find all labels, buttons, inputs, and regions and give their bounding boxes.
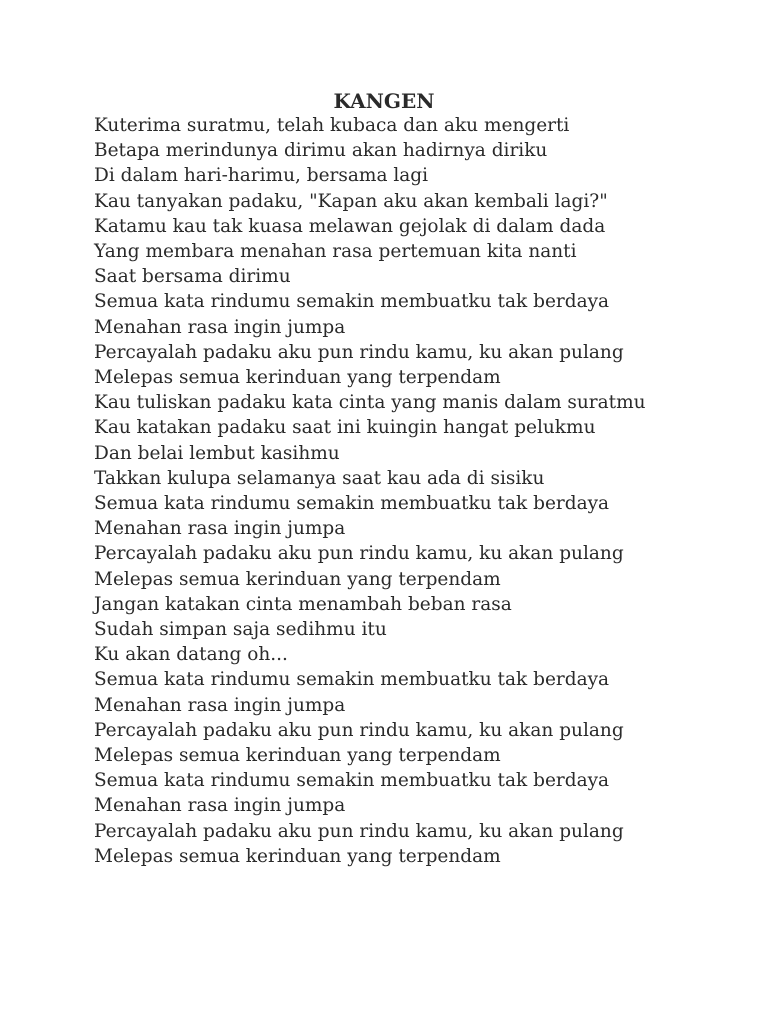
poem-line: Takkan kulupa selamanya saat kau ada di sisiku	[94, 467, 545, 489]
poem-line: Betapa merindunya dirimu akan hadirnya diriku	[94, 140, 548, 162]
poem-line: Jangan katakan cinta menambah beban rasa	[94, 593, 512, 615]
poem-line: Percayalah padaku aku pun rindu kamu, ku akan pulang	[94, 820, 624, 842]
poem-line: Kau tuliskan padaku kata cinta yang manis dalam suratmu	[94, 392, 646, 414]
poem-title: KANGEN	[333, 89, 435, 113]
poem-line: Di dalam hari-harimu, bersama lagi	[94, 165, 429, 187]
poem-line: Katamu kau tak kuasa melawan gejolak di dalam dada	[94, 215, 606, 237]
poem-line: Dan belai lembut kasihmu	[94, 442, 340, 464]
poem-line: Percayalah padaku aku pun rindu kamu, ku akan pulang	[94, 341, 624, 363]
poem-line: Menahan rasa ingin jumpa	[94, 316, 346, 338]
poem-line: Kuterima suratmu, telah kubaca dan aku mengerti	[94, 115, 570, 136]
poem-line: Melepas semua kerinduan yang terpendam	[94, 367, 501, 389]
poem-body	[94, 113, 754, 869]
poem-line: Kau tanyakan padaku, "Kapan aku akan kembali lagi?"	[94, 190, 608, 212]
poem-line: Melepas semua kerinduan yang terpendam	[94, 745, 501, 767]
poem-line: Kau katakan padaku saat ini kuingin hangat pelukmu	[94, 417, 596, 439]
poem-line: Menahan rasa ingin jumpa	[94, 795, 346, 817]
poem-line: Percayalah padaku aku pun rindu kamu, ku akan pulang	[94, 719, 624, 741]
poem-line: Semua kata rindumu semakin membuatku tak berdaya	[94, 770, 610, 792]
poem-line: Ku akan datang oh...	[94, 644, 288, 666]
poem-line: Menahan rasa ingin jumpa	[94, 518, 346, 540]
poem-line: Semua kata rindumu semakin membuatku tak berdaya	[94, 291, 610, 313]
poem-line: Semua kata rindumu semakin membuatku tak berdaya	[94, 493, 610, 515]
poem-line: Semua kata rindumu semakin membuatku tak berdaya	[94, 669, 610, 691]
poem-line: Percayalah padaku aku pun rindu kamu, ku akan pulang	[94, 543, 624, 565]
poem-line: Sudah simpan saja sedihmu itu	[94, 619, 387, 641]
poem-line: Melepas semua kerinduan yang terpendam	[94, 845, 501, 867]
poem-line: Melepas semua kerinduan yang terpendam	[94, 568, 501, 590]
poem-line: Saat bersama dirimu	[94, 266, 291, 288]
poem-line: Yang membara menahan rasa pertemuan kita nanti	[94, 241, 577, 263]
poem-line: Menahan rasa ingin jumpa	[94, 694, 346, 716]
